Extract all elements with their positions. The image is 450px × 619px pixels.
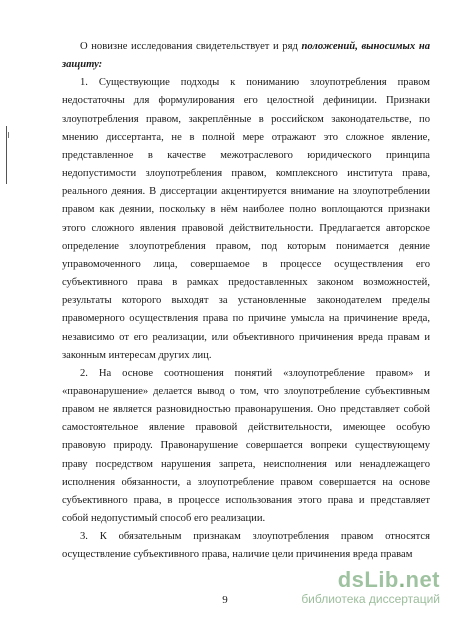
watermark-logo-dot: . [398, 567, 406, 592]
page-number: 9 [222, 594, 228, 606]
watermark-logo-text [301, 568, 440, 592]
scan-margin-dot [8, 132, 9, 138]
document-body [62, 38, 430, 565]
thesis-paragraph-1: 1. Существующие подходы к пониманию злоупотребления правом недостаточны для формулирования его целостной дефиниции. Признаки злоупотребления правом, закреплённые в российском законодательстве, по мнению диссертанта, не в полной мере отражают это сложное явление, представленное в качестве межотраслевого юридического принципа недопустимости злоупотребления правом, комплексного института права, реального деяния. В диссертации акцентируется внимание на злоупотреблении правом как деянии, поскольку в нём наиболее полно воплощаются признаки этого сложного явления правовой действительности. Предлагается авторское определение злоупотребления правом, под которым понимается деяние управомоченного лица, совершаемое в процессе осуществления его субъективного права в рамках предоставленных законом возможностей, результаты которого выходят за установленные законодателем пределы правомерного осуществления права по причине умысла на причинение вреда, независимо от его реализации, или объективного причинения вреда правам и законным интересам других лиц. [62, 77, 430, 361]
scan-margin-mark [6, 126, 7, 184]
intro-text: О новизне исследования свидетельствует и ряд [80, 41, 302, 52]
watermark-logo [301, 568, 440, 606]
watermark-logo-main: dsLib [337, 567, 399, 592]
thesis-paragraph-3: 3. К обязательным признакам злоупотребления правом относятся осуществление субъективного права, наличие цели причинения вреда правам [62, 531, 430, 561]
watermark-subtitle: библиотека диссертаций [301, 592, 440, 606]
watermark-logo-tld: net [405, 567, 440, 592]
intro-paragraph [62, 38, 430, 74]
thesis-paragraph-2: 2. На основе соотношения понятий «злоупотребление правом» и «правонарушение» делается вывод о том, что злоупотребление субъективным правом не является разновидностью правонарушения. Оно представляет собой самостоятельное явление правовой действительности, имеющее особую правовую природу. Правонарушение совершается вопреки существующему праву посредством нарушения запрета, неисполнения или ненадлежащего исполнения обязанности, а злоупотребление правом совершается на основе субъективного права, в процессе использования этого права и представляет собой недопустимый способ его реализации. [62, 367, 430, 525]
intro-emphasis: положений, выносимых на защиту: [62, 41, 430, 71]
